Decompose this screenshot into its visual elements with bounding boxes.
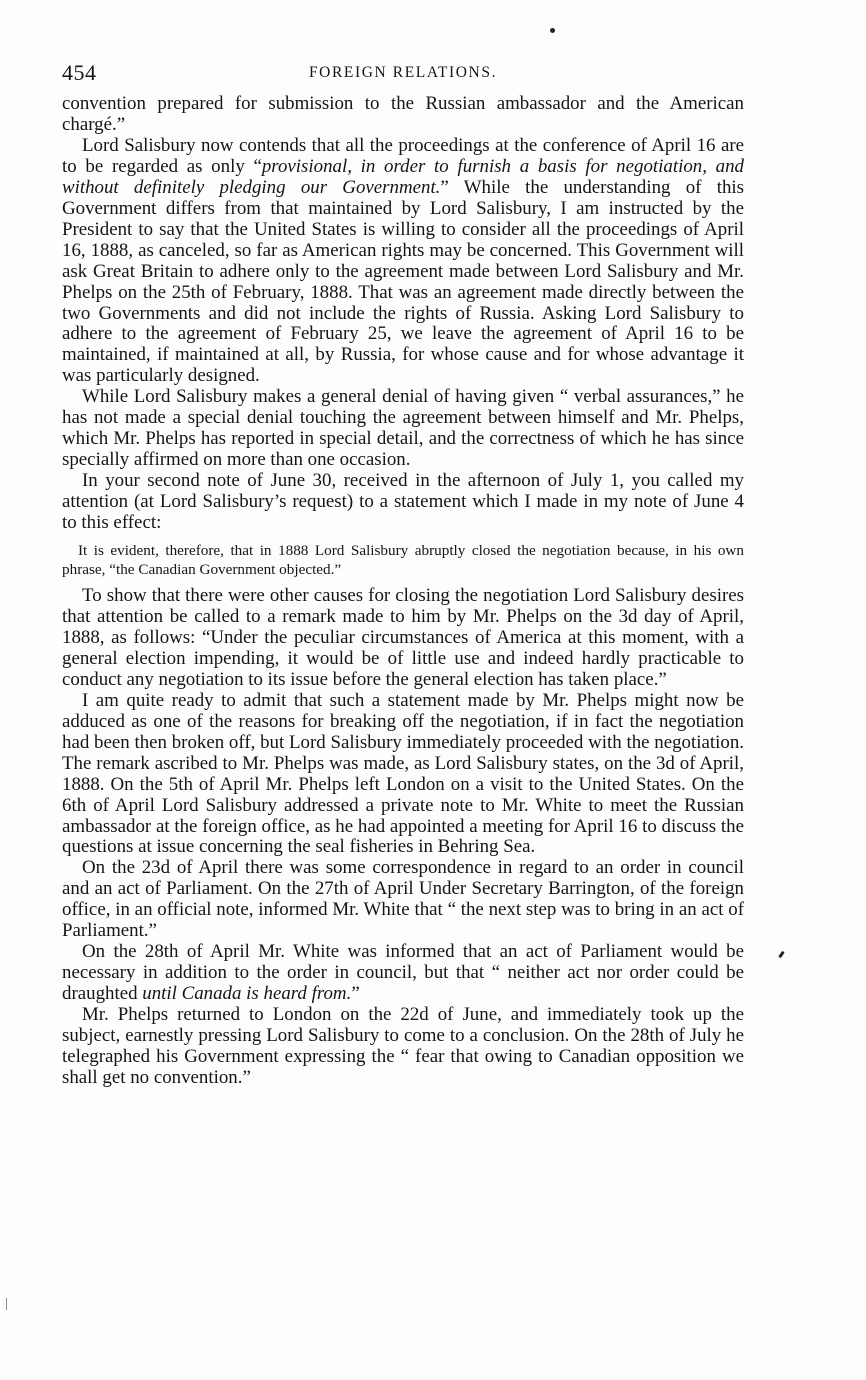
paragraph-text: Lord Salisbury now contends that all the proceedings at the conference of April 16 are to be regarded as only “	[62, 134, 744, 177]
italic-quotation: until Canada is heard from.	[142, 983, 352, 1005]
paragraph-text: While Lord Salisbury makes a general denial of having given “ verbal assurances,” he has not made a special denial touching the agreement between himself and Mr. Phelps, which Mr. Phelps has reported in special detail, and the correctness of which he has since specially affirmed on more than one occasion.	[62, 386, 744, 471]
paragraph	[62, 1005, 744, 1089]
page-number: 454	[62, 60, 97, 85]
italic-quotation: provisional, in order to furnish a basis for negotiation, and without definitely pledging our Government.	[62, 155, 744, 198]
paragraph	[62, 691, 744, 859]
ink-speck	[550, 28, 555, 33]
paragraph	[62, 471, 744, 534]
document-page	[62, 60, 744, 1089]
paragraph	[62, 136, 744, 387]
paragraph-text: In your second note of June 30, received in the afternoon of July 1, you called my attention (at Lord Salisbury’s request) to a statement which I made in my note of June 4 to this effect:	[62, 470, 744, 534]
paragraph	[62, 586, 744, 691]
paragraph-text: I am quite ready to admit that such a statement made by Mr. Phelps might now be adduced as one of the reasons for breaking off the negotiation, if in fact the negotiation had been then broken off, but Lord Salisbury immediately proceeded with the negotiation. The remark ascribed to Mr. Phelps was made, as Lord Salisbury states, on the 3d of April, 1888. On the 5th of April Mr. Phelps left London on a visit to the United States. On the 6th of April Lord Salisbury addressed a private note to Mr. White to meet the Russian ambassador at the foreign office, as he had appointed a meeting for April 16 to discuss the questions at issue concerning the seal fisheries in Behring Sea.	[62, 689, 744, 858]
paragraph	[62, 387, 744, 471]
paragraph	[62, 94, 744, 136]
paragraph	[62, 858, 744, 942]
ink-mark	[778, 951, 784, 958]
paragraph-text: convention prepared for submission to the Russian ambassador and the American chargé.”	[62, 93, 744, 135]
page-header	[62, 60, 744, 94]
paragraph-text: ” While the understanding of this Government differs from that maintained by Lord Salisbury, I am instructed by the President to say that the United States is willing to consider all the proceedings of April 16, 1888, as canceled, so far as American rights may be concerned. This Government will ask Great Britain to adhere only to the agreement made between Lord Salisbury and Mr. Phelps on the 25th of February, 1888. That was an agreement made directly between the two Governments and did not include the rights of Russia. Asking Lord Salisbury to adhere to the agreement of February 25, we leave the agreement of April 16 to be maintained, if maintained at all, by Russia, for whose cause and for whose advantage it was particularly designed.	[62, 176, 744, 387]
paragraph-text: On the 23d of April there was some correspondence in regard to an order in council and an act of Parliament. On the 27th of April Under Secretary Barrington, of the foreign office, in an official note, informed Mr. White that “ the next step was to bring in an act of Parliament.”	[62, 857, 744, 942]
paragraph-text: ”	[351, 983, 360, 1005]
paragraph	[62, 942, 744, 1005]
ink-mark	[6, 1298, 7, 1310]
paragraph-text: Mr. Phelps returned to London on the 22d of June, and immediately took up the subject, earnestly pressing Lord Salisbury to come to a conclusion. On the 28th of July he telegraphed his Government expressing the “ fear that owing to Canadian opposition we shall get no convention.”	[62, 1004, 744, 1088]
block-quote: It is evident, therefore, that in 1888 Lord Salisbury abruptly closed the negotiation because, in his own phrase, “the Canadian Government objected.”	[62, 542, 744, 578]
body-text	[62, 94, 744, 1089]
paragraph-text: On the 28th of April Mr. White was informed that an act of Parliament would be necessary in addition to the order in council, but that “ neither act nor order could be draughted	[62, 941, 744, 1005]
running-head: FOREIGN RELATIONS.	[308, 64, 498, 81]
paragraph-text: To show that there were other causes for closing the negotiation Lord Salisbury desires that attention be called to a remark made to him by Mr. Phelps on the 3d day of April, 1888, as follows: “Under the peculiar circumstances of America at this moment, with a general election impending, it would be of little use and indeed hardly practicable to conduct any negotiation to its issue before the general election has taken place.”	[62, 585, 744, 690]
